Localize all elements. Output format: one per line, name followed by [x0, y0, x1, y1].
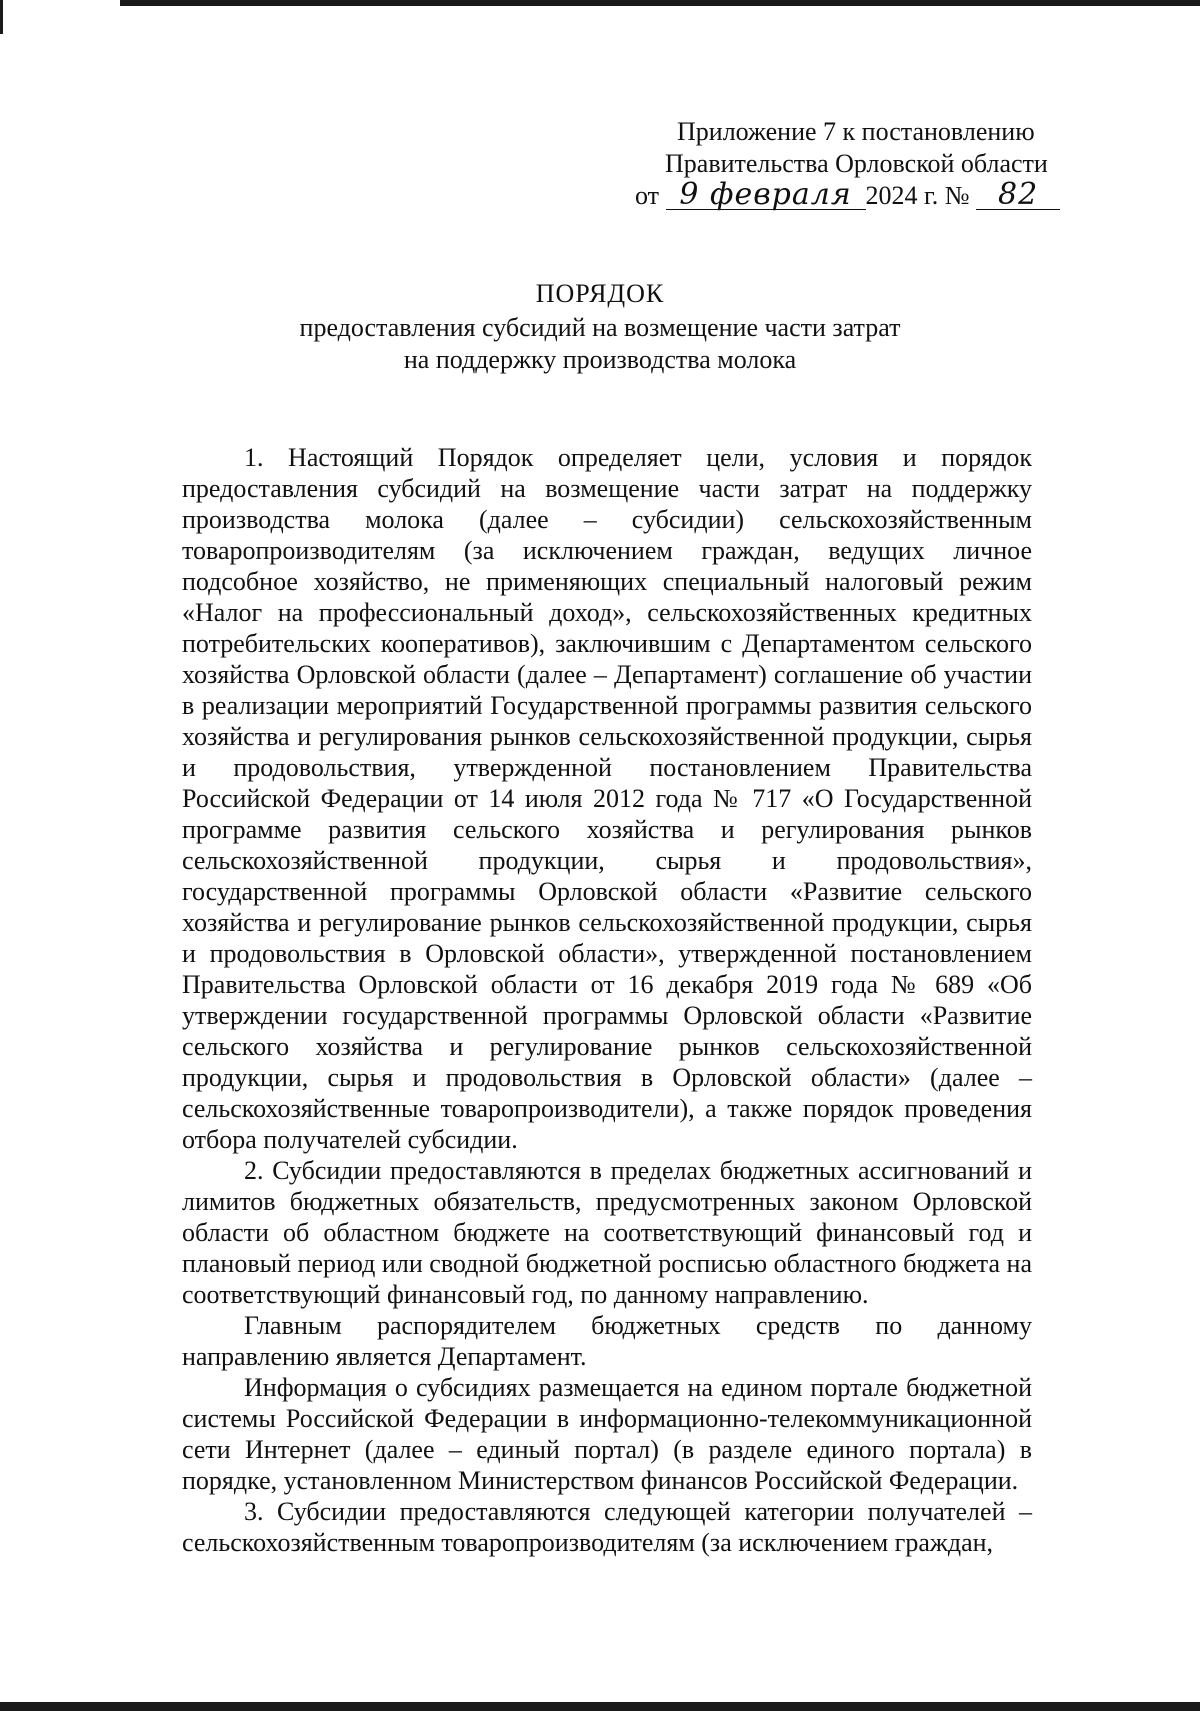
appendix-line-2: Правительства Орловской области: [665, 149, 1048, 178]
scan-border-left: [0, 0, 3, 34]
appendix-header: [620, 116, 1080, 212]
title-subtitle-line-2: на поддержку производства молока: [403, 345, 797, 374]
paragraph-2: 2. Субсидии предоставляются в пределах бюджетных ассигнований и лимитов бюджетных обязательств, предусмотренных законом Орловской области об областном бюджете на соответствующий финансовый год и плановый период или сводной бюджетной росписью областного бюджета на соответствующий финансовый год, по данному направлению.: [182, 1156, 1032, 1309]
paragraph-5: 3. Субсидии предоставляются следующей категории получателей – сельскохозяйственным товаропроизводителям (за исключением граждан,: [182, 1497, 1032, 1557]
date-prefix: от: [635, 181, 660, 210]
handwritten-date: 9 февраля: [666, 181, 866, 210]
title-main: ПОРЯДОК: [535, 279, 665, 308]
paragraph-4: Информация о субсидиях размещается на едином портале бюджетной системы Российской Федерации в информационно-телекоммуникационной сети Интернет (далее – единый портал) (в разделе единого портала) в порядке, установленном Министерством финансов Российской Федерации.: [182, 1373, 1032, 1495]
handwritten-number: 82: [976, 181, 1060, 210]
appendix-date-line: [620, 177, 1080, 212]
scan-border-top: [120, 0, 1200, 6]
scan-border-bottom: [0, 1702, 1200, 1711]
appendix-line-1: Приложение 7 к постановлению: [677, 117, 1035, 146]
title-subtitle-line-1: предоставления субсидий на возмещение части затрат: [299, 313, 901, 342]
document-body: [182, 442, 1032, 1558]
paragraph-1: 1. Настоящий Порядок определяет цели, условия и порядок предоставления субсидий на возмещение части затрат на поддержку производства молока (далее – субсидии) сельскохозяйственным товаропроизводителям (за исключением граждан, ведущих личное подсобное хозяйство, не применяющих специальный налоговый режим «Налог на профессиональный доход», сельскохозяйственных кредитных потребительских кооперативов), заключившим с Департаментом сельского хозяйства Орловской области (далее – Департамент) соглашение об участии в реализации мероприятий Государственной программы развития сельского хозяйства и регулирования рынков сельскохозяйственной продукции, сырья и продовольствия, утвержденной постановлением Правительства Российской Федерации от 14 июля 2012 года № 717 «О Государственной программе развития сельского хозяйства и регулирования рынков сельскохозяйственной продукции, сырья и продовольствия», государственной программы Орловской области «Развитие сельского хозяйства и регулирование рынков сельскохозяйственной продукции, сырья и продовольствия в Орловской области», утвержденной постановлением Правительства Орловской области от 16 декабря 2019 года № 689 «Об утверждении государственной программы Орловской области «Развитие сельского хозяйства и регулирование рынков сельскохозяйственной продукции, сырья и продовольствия в Орловской области» (далее – сельскохозяйственные товаропроизводители), а также порядок проведения отбора получателей субсидии.: [182, 443, 1032, 1154]
year-text: 2024 г. №: [865, 181, 970, 210]
document-title: [170, 278, 1030, 376]
paragraph-3: Главным распорядителем бюджетных средств по данному направлению является Департамент.: [182, 1311, 1032, 1371]
